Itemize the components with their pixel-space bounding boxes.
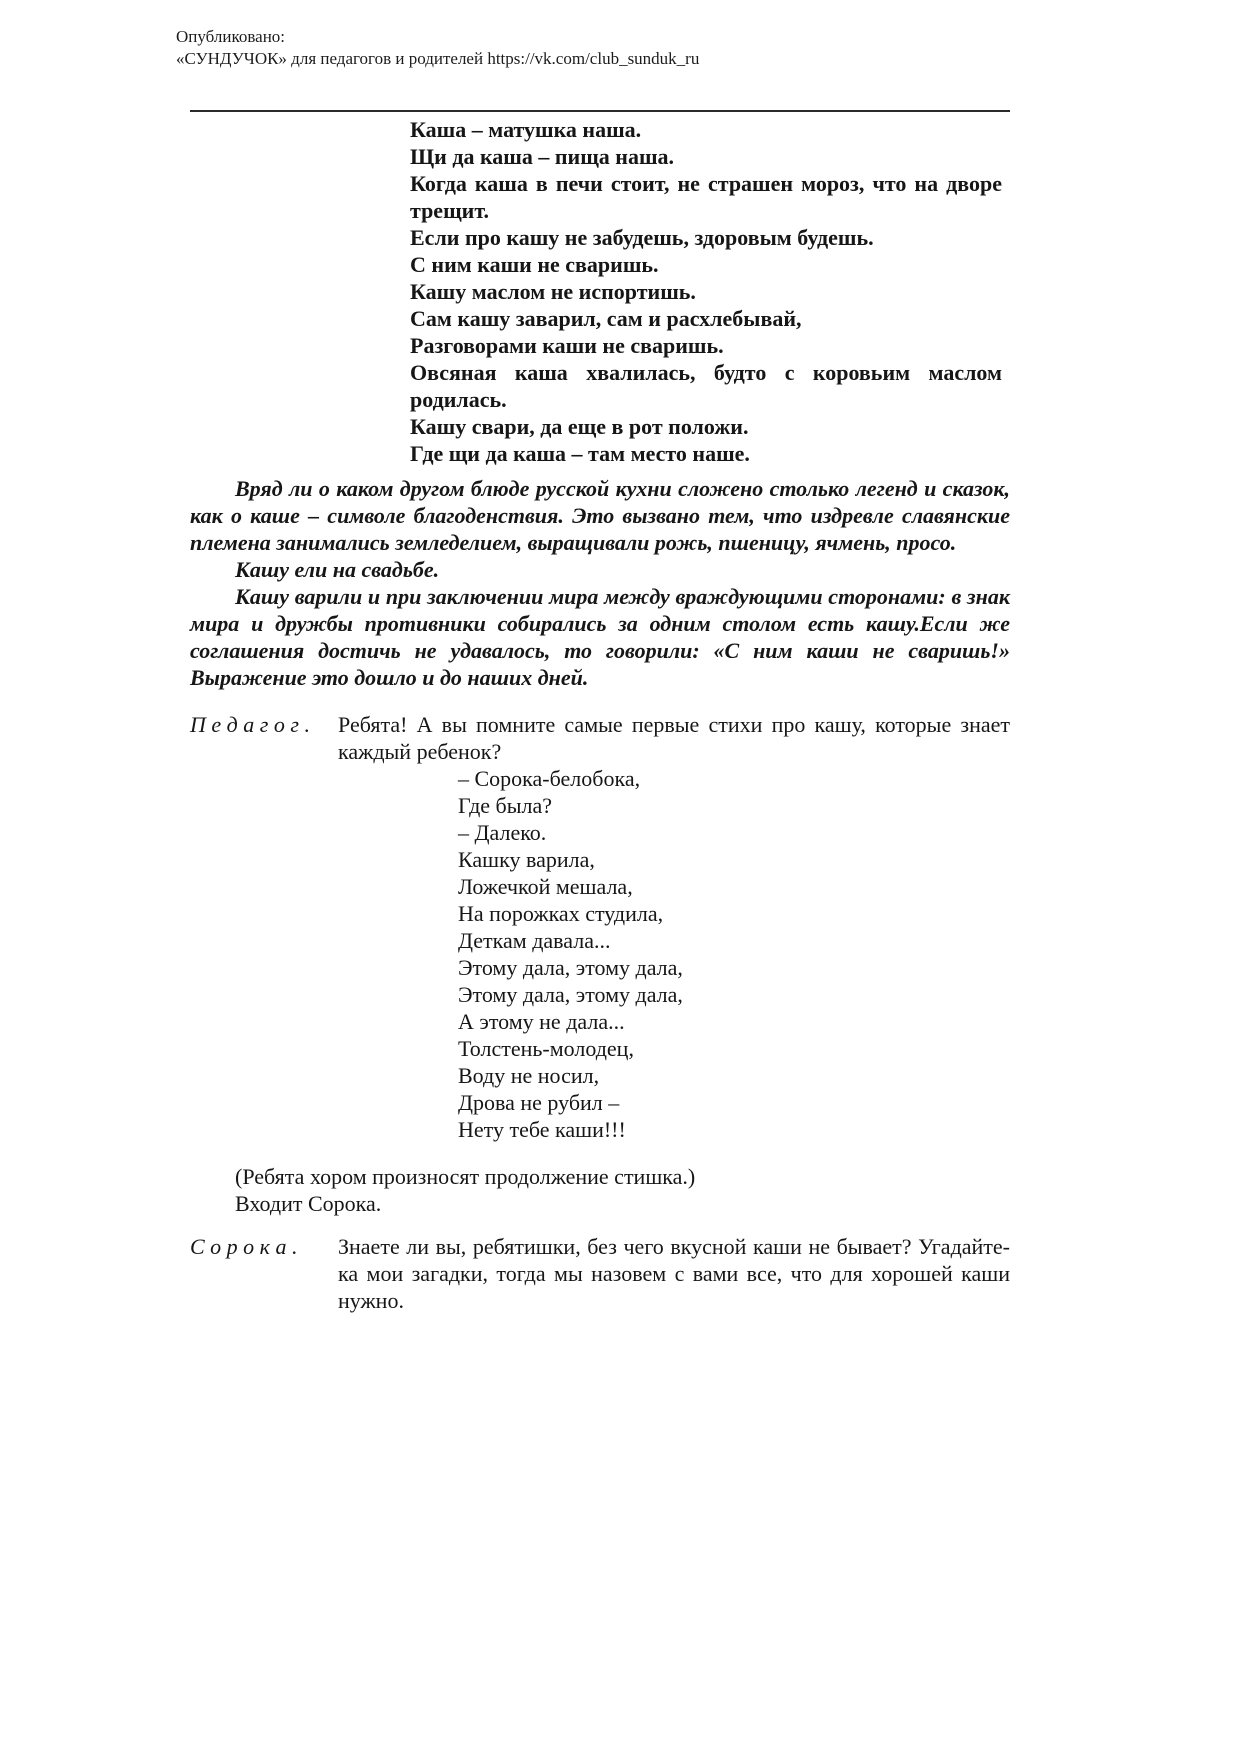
- proverb-line: Сам кашу заварил, сам и расхлебывай,: [410, 306, 802, 331]
- soroka-text: Знаете ли вы, ребятишки, без чего вкусной каши не бывает? Угадайте-ка мои загадки, тогда мы назовем с вами все, что для хорошей каши нужно.: [338, 1234, 1010, 1313]
- stage-line: (Ребята хором произносят продолжение стишка.): [235, 1164, 696, 1189]
- proverb-line: Щи да каша – пища наша.: [410, 144, 675, 169]
- speaker-label-soroka: С о р о к а .: [190, 1234, 298, 1259]
- verse-line: Нету тебе каши!!!: [458, 1117, 626, 1142]
- verse-line: Кашку варила,: [458, 847, 595, 872]
- proverb-line: Каша – матушка наша.: [410, 117, 642, 142]
- verse-line: Воду не носил,: [458, 1063, 600, 1088]
- narration-paragraph: Кашу ели на свадьбе.: [235, 557, 440, 582]
- verse-line: На порожках студила,: [458, 901, 664, 926]
- proverb-line: Когда каша в печи стоит, не страшен мороз, что на дворе трещит.: [410, 171, 1002, 223]
- stage-line: Входит Сорока.: [235, 1191, 382, 1216]
- soroka-speech: [190, 1233, 1010, 1314]
- proverbs-block: [410, 116, 1002, 467]
- speaker-label-pedagog: П е д а г о г .: [190, 712, 310, 737]
- proverb-line: Овсяная каша хвалилась, будто с коровьим маслом родилась.: [410, 360, 1002, 412]
- scan-header: [176, 26, 699, 70]
- verse-line: Ложечкой мешала,: [458, 874, 633, 899]
- proverb-line: С ним каши не сваришь.: [410, 252, 659, 277]
- narration-paragraph: Кашу варили и при заключении мира между враждующими сторонами: в знак мира и дружбы противники собирались за одним столом есть кашу.Если же соглашения достичь не удавалось, то говорили: «С ним каши не сваришь!» Выражение это дошло и до наших дней.: [190, 584, 1010, 690]
- proverb-line: Где щи да каша – там место наше.: [410, 441, 750, 466]
- narration-paragraph: Вряд ли о каком другом блюде русской кухни сложено столько легенд и сказок, как о каше – символе благоденствия. Это вызвано тем, что издревле славянские племена занимались земледелием, выращивали рожь, пшеницу, ячмень, просо.: [190, 476, 1010, 555]
- verse-line: Деткам давала...: [458, 928, 611, 953]
- source-line: «СУНДУЧОК» для педагогов и родителей https://vk.com/club_sunduk_ru: [176, 49, 700, 68]
- verse-line: А этому не дала...: [458, 1009, 625, 1034]
- published-label: Опубликовано:: [176, 27, 286, 46]
- proverb-line: Разговорами каши не сваришь.: [410, 333, 724, 358]
- proverb-line: Кашу свари, да еще в рот положи.: [410, 414, 749, 439]
- verse-line: Дрова не рубил –: [458, 1090, 620, 1115]
- pedagog-intro: Ребята! А вы помните самые первые стихи про кашу, которые знает каждый ребенок?: [338, 712, 1010, 764]
- verse-line: Толстень-молодец,: [458, 1036, 634, 1061]
- pedagog-speech-body: [338, 711, 1010, 1143]
- verse-line: Где была?: [458, 793, 553, 818]
- verse-block: [458, 765, 1010, 1143]
- verse-line: Этому дала, этому дала,: [458, 982, 683, 1007]
- verse-line: – Далеко.: [458, 820, 547, 845]
- divider-line: [190, 110, 1010, 112]
- pedagog-speech: [190, 711, 1010, 1143]
- document-body: [190, 116, 1010, 1314]
- verse-line: Этому дала, этому дала,: [458, 955, 683, 980]
- narration-block: [190, 475, 1010, 691]
- soroka-speech-body: [338, 1233, 1010, 1314]
- stage-directions: [235, 1163, 1010, 1217]
- proverb-line: Если про кашу не забудешь, здоровым будешь.: [410, 225, 874, 250]
- proverb-line: Кашу маслом не испортишь.: [410, 279, 696, 304]
- verse-line: – Сорока-белобока,: [458, 766, 641, 791]
